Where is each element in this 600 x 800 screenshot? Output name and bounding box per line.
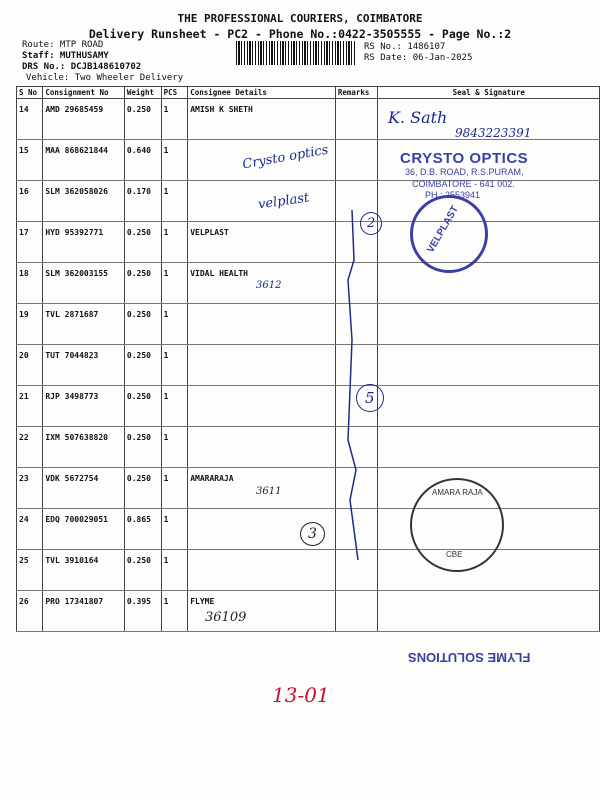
barcode bbox=[236, 41, 356, 65]
cell-pcs: 1 bbox=[161, 263, 188, 304]
cell-sno: 23 bbox=[17, 468, 43, 509]
cell-consignee bbox=[188, 386, 336, 427]
cell-weight: 0.865 bbox=[124, 509, 161, 550]
flyme-stamp: FLYME SOLUTIONS bbox=[408, 650, 531, 665]
note-row16: velplast bbox=[257, 190, 311, 213]
cell-seal bbox=[378, 427, 600, 468]
cell-sno: 24 bbox=[17, 509, 43, 550]
cell-pcs: 1 bbox=[161, 591, 188, 632]
cell-weight: 0.250 bbox=[124, 427, 161, 468]
cell-weight: 0.250 bbox=[124, 99, 161, 140]
cell-seal bbox=[378, 304, 600, 345]
cell-consignee: AMISH K SHETH bbox=[188, 99, 336, 140]
circled-3: 3 bbox=[300, 522, 325, 546]
col-pcs: PCS bbox=[161, 87, 188, 99]
cell-consignment: VDK 5672754 bbox=[43, 468, 125, 509]
cell-seal bbox=[378, 591, 600, 632]
col-weight: Weight bbox=[124, 87, 161, 99]
cell-weight: 0.250 bbox=[124, 304, 161, 345]
cell-pcs: 1 bbox=[161, 509, 188, 550]
cell-weight: 0.250 bbox=[124, 263, 161, 304]
cell-sno: 15 bbox=[17, 140, 43, 181]
cell-sno: 20 bbox=[17, 345, 43, 386]
cell-consignment: IXM 507638820 bbox=[43, 427, 125, 468]
col-sno: S No bbox=[17, 87, 43, 99]
cell-pcs: 1 bbox=[161, 427, 188, 468]
velplast-seal: VELPLAST bbox=[410, 195, 488, 273]
signature-row14: K. Sath bbox=[388, 108, 448, 127]
cell-consignment: TVL 2871687 bbox=[43, 304, 125, 345]
cell-weight: 0.395 bbox=[124, 591, 161, 632]
cell-consignee bbox=[188, 427, 336, 468]
crysto-stamp-phone: PH : 2553941 bbox=[425, 190, 481, 200]
cell-consignment: AMD 29685459 bbox=[43, 99, 125, 140]
table-row bbox=[17, 304, 600, 345]
vehicle-label: Vehicle: Two Wheeler Delivery bbox=[26, 73, 184, 83]
table-row bbox=[17, 550, 600, 591]
cell-sno: 14 bbox=[17, 99, 43, 140]
cell-remarks bbox=[335, 140, 378, 181]
cell-pcs: 1 bbox=[161, 222, 188, 263]
cell-pcs: 1 bbox=[161, 304, 188, 345]
rs-number: RS No.: 1486107 bbox=[364, 42, 446, 52]
table-row bbox=[17, 222, 600, 263]
cell-consignment: EDQ 700029051 bbox=[43, 509, 125, 550]
cell-consignment: HYD 95392771 bbox=[43, 222, 125, 263]
phone-row14: 9843223391 bbox=[455, 126, 532, 140]
cell-weight: 0.250 bbox=[124, 345, 161, 386]
cell-consignment: SLM 362058026 bbox=[43, 181, 125, 222]
cell-seal bbox=[378, 386, 600, 427]
handwritten-date: 13-01 bbox=[272, 683, 330, 707]
table-row bbox=[17, 345, 600, 386]
mark-row26: 36109 bbox=[205, 610, 247, 625]
cell-sno: 18 bbox=[17, 263, 43, 304]
drs-number: DRS No.: DCJB148610702 bbox=[22, 62, 142, 72]
cell-weight: 0.250 bbox=[124, 386, 161, 427]
cell-consignee bbox=[188, 345, 336, 386]
rs-date: RS Date: 06-Jan-2025 bbox=[364, 53, 473, 63]
cell-weight: 0.250 bbox=[124, 468, 161, 509]
cell-sno: 22 bbox=[17, 427, 43, 468]
cell-weight: 0.250 bbox=[124, 222, 161, 263]
table-row bbox=[17, 263, 600, 304]
cell-seal bbox=[378, 345, 600, 386]
cell-consignment: MAA 868621844 bbox=[43, 140, 125, 181]
cell-consignment: SLM 362003155 bbox=[43, 263, 125, 304]
cell-consignee bbox=[188, 550, 336, 591]
pen-stroke bbox=[320, 200, 380, 600]
crysto-stamp-name: CRYSTO OPTICS bbox=[400, 150, 529, 167]
col-consignment: Consignment No bbox=[43, 87, 125, 99]
cell-pcs: 1 bbox=[161, 181, 188, 222]
cell-sno: 19 bbox=[17, 304, 43, 345]
circled-2: 2 bbox=[360, 212, 382, 235]
amara-raja-seal: AMARA RAJA CBE bbox=[410, 478, 504, 572]
cell-sno: 25 bbox=[17, 550, 43, 591]
col-consignee: Consignee Details bbox=[188, 87, 336, 99]
cell-pcs: 1 bbox=[161, 140, 188, 181]
table-row bbox=[17, 591, 600, 632]
table-row bbox=[17, 386, 600, 427]
cell-consignee: FLYME bbox=[188, 591, 336, 632]
cell-pcs: 1 bbox=[161, 550, 188, 591]
cell-pcs: 1 bbox=[161, 386, 188, 427]
note-row15: Crysto optics bbox=[241, 142, 330, 173]
mark-row18: 3612 bbox=[256, 280, 282, 291]
table-header bbox=[17, 87, 600, 99]
cell-pcs: 1 bbox=[161, 468, 188, 509]
runsheet-subtitle: Delivery Runsheet - PC2 - Phone No.:0422-3505555 - Page No.:2 bbox=[88, 27, 512, 41]
cell-sno: 26 bbox=[17, 591, 43, 632]
cell-consignment: RJP 3498773 bbox=[43, 386, 125, 427]
route-label: Route: MTP ROAD bbox=[22, 40, 104, 50]
cell-pcs: 1 bbox=[161, 99, 188, 140]
cell-pcs: 1 bbox=[161, 345, 188, 386]
cell-weight: 0.640 bbox=[124, 140, 161, 181]
cell-consignment: TUT 7044823 bbox=[43, 345, 125, 386]
cell-consignment: PRO 17341807 bbox=[43, 591, 125, 632]
cell-consignee: AMARARAJA bbox=[188, 468, 336, 509]
cell-consignee: VELPLAST bbox=[188, 222, 336, 263]
cell-weight: 0.170 bbox=[124, 181, 161, 222]
cell-consignment: TVL 3910164 bbox=[43, 550, 125, 591]
cell-weight: 0.250 bbox=[124, 550, 161, 591]
cell-consignee bbox=[188, 304, 336, 345]
table-row bbox=[17, 427, 600, 468]
cell-seal bbox=[378, 263, 600, 304]
cell-consignee: VIDAL HEALTH bbox=[188, 263, 336, 304]
cell-remarks bbox=[335, 99, 378, 140]
company-title: THE PROFESSIONAL COURIERS, COIMBATORE bbox=[177, 12, 423, 25]
circled-5: 5 bbox=[356, 384, 384, 412]
cell-sno: 21 bbox=[17, 386, 43, 427]
col-remarks: Remarks bbox=[335, 87, 378, 99]
staff-label: Staff: MUTHUSAMY bbox=[22, 51, 109, 61]
mark-row23: 3611 bbox=[256, 486, 282, 497]
table-row bbox=[17, 468, 600, 509]
cell-sno: 17 bbox=[17, 222, 43, 263]
crysto-stamp-city: COIMBATORE - 641 002. bbox=[412, 179, 515, 189]
cell-sno: 16 bbox=[17, 181, 43, 222]
col-seal: Seal & Signature bbox=[378, 87, 600, 99]
crysto-stamp-address: 36, D.B. ROAD, R.S.PURAM, bbox=[405, 167, 524, 177]
